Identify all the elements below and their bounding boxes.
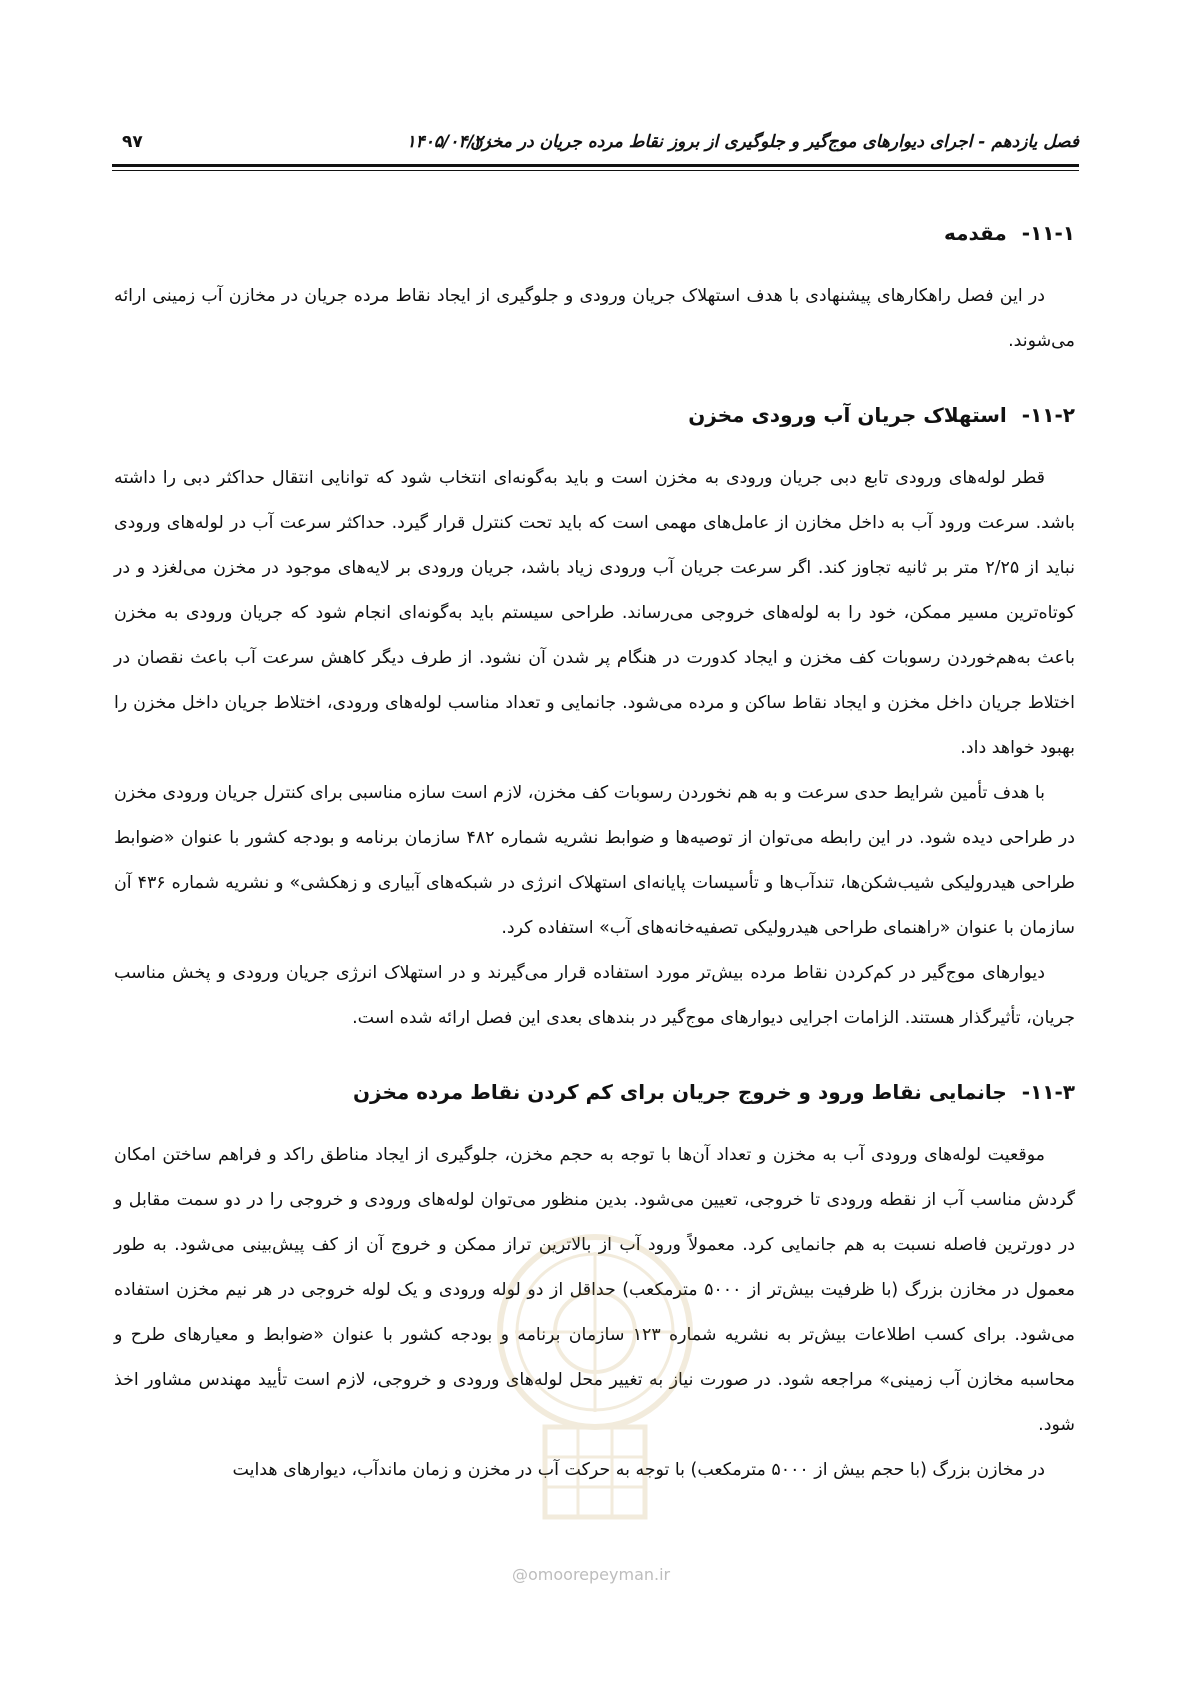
section-number: ۱۱-۱- (1021, 221, 1075, 245)
header-date: ۱۴۰۵/۰۴/۲۰ (406, 132, 492, 152)
header-rule-thin (112, 170, 1079, 171)
header-rule (112, 164, 1079, 167)
section-title: استهلاک جریان آب ورودی مخزن (688, 403, 1007, 427)
chapter-title: فصل یازدهم - اجرای دیوارهای موج‌گیر و جلوگیری از بروز نقاط مرده جریان در مخزن (470, 132, 1079, 152)
section-heading-introduction (114, 218, 1075, 248)
page-header (112, 128, 1079, 162)
section-number: ۱۱-۳- (1021, 1080, 1075, 1104)
section-number: ۱۱-۲- (1021, 403, 1075, 427)
watermark-url: @omoorepeyman.ir (512, 1565, 671, 1584)
section-title: مقدمه (943, 221, 1007, 245)
page-number: ۹۷ (122, 132, 143, 152)
paragraph: با هدف تأمین شرایط حدی سرعت و به هم نخوردن رسوبات کف مخزن، لازم است سازه مناسبی برای کنترل جریان ورودی مخزن در طراحی دیده شود. در این رابطه می‌توان از توصیه‌ها و ضوابط نشریه شماره ۴۸۲ سازمان برنامه و بودجه کشور با عنوان «ضوابط طراحی هیدرولیکی شیب‌شکن‌ها، تندآب‌ها و تأسیسات پایانه‌ای استهلاک انرژی در شبکه‌های آبیاری و زهکشی» و نشریه شماره ۴۳۶ آن سازمان با عنوان «راهنمای طراحی هیدرولیکی تصفیه‌خانه‌های آب» استفاده کرد. (114, 783, 1075, 938)
section-heading-inflow-dissipation (114, 400, 1075, 430)
page-body (114, 218, 1075, 1493)
section-title: جانمایی نقاط ورود و خروج جریان برای کم کردن نقاط مرده مخزن (352, 1080, 1007, 1104)
paragraph: دیوارهای موج‌گیر در کم‌کردن نقاط مرده بیش‌تر مورد استفاده قرار می‌گیرند و در استهلاک انرژی جریان ورودی و پخش مناسب جریان، تأثیرگذار هستند. الزامات اجرایی دیوارهای موج‌گیر در بندهای بعدی این فصل ارائه شده است. (114, 963, 1075, 1028)
paragraph: در این فصل راهکارهای پیشنهادی با هدف استهلاک جریان ورودی و جلوگیری از ایجاد نقاط مرده جریان در مخازن آب زمینی ارائه می‌شوند. (114, 286, 1075, 351)
paragraph: موقعیت لوله‌های ورودی آب به مخزن و تعداد آن‌ها با توجه به حجم مخزن، جلوگیری از ایجاد مناطق راکد و فراهم ساختن امکان گردش مناسب آب از نقطه ورودی تا خروجی، تعیین می‌شود. بدین منظور می‌توان لوله‌های ورودی و خروجی را در دو سمت مقابل و در دورترین فاصله نسبت به هم جانمایی کرد. معمولاً ورود آب از بالاترین تراز ممکن و خروج آن از کف پیش‌بینی می‌شود. به طور معمول در مخازن بزرگ (با ظرفیت بیش‌تر از ۵۰۰۰ مترمکعب) حداقل از دو لوله ورودی و یک لوله خروجی در هر نیم مخزن استفاده می‌شود. برای کسب اطلاعات بیش‌تر به نشریه شماره ۱۲۳ سازمان برنامه و بودجه کشور با عنوان «ضوابط و معیارهای طرح و محاسبه مخازن آب زمینی» مراجعه شود. در صورت نیاز به تغییر محل لوله‌های ورودی و خروجی، لازم است تأیید مهندس مشاور اخذ شود. (114, 1145, 1075, 1435)
paragraph: قطر لوله‌های ورودی تابع دبی جریان ورودی به مخزن است و باید به‌گونه‌ای انتخاب شود که توانایی انتقال حداکثر دبی را داشته باشد. سرعت ورود آب به داخل مخازن از عامل‌های مهمی است که باید تحت کنترل قرار گیرد. حداکثر سرعت آب در لوله‌های ورودی نباید از ۲/۲۵ متر بر ثانیه تجاوز کند. اگر سرعت جریان آب ورودی زیاد باشد، جریان ورودی بر لایه‌های موجود در مخزن می‌لغزد و در کوتاه‌ترین مسیر ممکن، خود را به لوله‌های خروجی می‌رساند. طراحی سیستم باید به‌گونه‌ای انجام شود که جریان ورودی به مخزن باعث به‌هم‌خوردن رسوبات کف مخزن و ایجاد کدورت در هنگام پر شدن آن نشود. از طرف دیگر کاهش سرعت آب باعث نقصان در اختلاط جریان داخل مخزن و ایجاد نقاط ساکن و مرده می‌شود. جانمایی و تعداد مناسب لوله‌های ورودی، اختلاط جریان داخل مخزن را بهبود خواهد داد. (114, 468, 1075, 758)
section-heading-inlet-outlet-placement (114, 1077, 1075, 1107)
paragraph: در مخازن بزرگ (با حجم بیش از ۵۰۰۰ مترمکعب) با توجه به حرکت آب در مخزن و زمان ماندآب، دیوارهای هدایت (232, 1460, 1045, 1480)
